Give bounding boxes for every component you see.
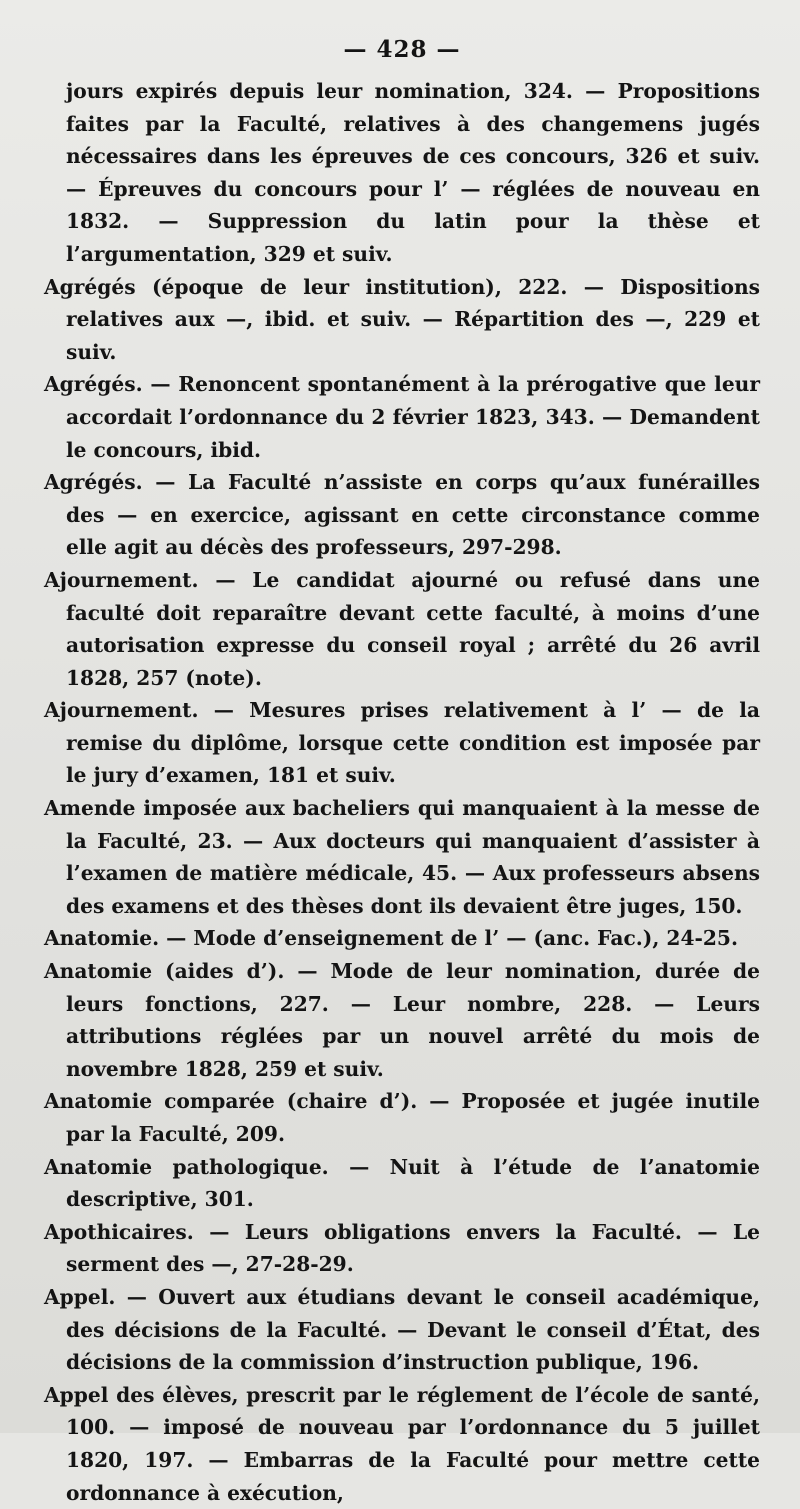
index-entry: Appel. — Ouvert aux étudians devant le conseil académique, des décisions de la Faculté. — Devant le conseil d’État, des décisions de la commission d’instruction publique, 196. <box>44 1284 760 1375</box>
index-entry: Anatomie. — Mode d’enseignement de l’ — (anc. Fac.), 24-25. <box>44 926 738 951</box>
index-entry: Agrégés. — La Faculté n’assiste en corps qu’aux funérailles des — en exercice, agissant en cette circonstance comme elle agit au décès des professeurs, 297-298. <box>44 470 760 560</box>
index-entry: Amende imposée aux bacheliers qui manquaient à la messe de la Faculté, 23. — Aux docteurs qui manquaient d’assister à l’examen de matière médicale, 45. — Aux professeurs absens des examens et des thèses dont ils devaient être juges, 150. <box>44 796 760 918</box>
index-entry: jours expirés depuis leur nomination, 324. — Propositions faites par la Faculté, relatives à des changemens jugés nécessaires dans les épreuves de ces concours, 326 et suiv. — Épreuves du concours pour l’ — réglées de nouveau en 1832. — Suppression du latin pour la thèse et l’argumentation, 329 et suiv. <box>66 79 760 266</box>
page-number: — 428 — <box>343 36 461 63</box>
index-entry: Agrégés. — Renoncent spontanément à la prérogative que leur accordait l’ordonnance du 2 février 1823, 343. — Demandent le concours, ibid. <box>44 372 760 462</box>
index-entry: Appel des élèves, prescrit par le réglement de l’école de santé, 100. — imposé de nouveau par l’ordonnance du 5 juillet 1820, 197. — Embarras de la Faculté pour mettre cette ordonnance à exécution, <box>44 1382 760 1505</box>
index-entry: Anatomie comparée (chaire d’). — Proposée et jugée inutile par la Faculté, 209. <box>44 1089 760 1146</box>
index-entry: Anatomie pathologique. — Nuit à l’étude de l’anatomie descriptive, 301. <box>44 1154 760 1212</box>
index-entry: Ajournement. — Mesures prises relativement à l’ — de la remise du diplôme, lorsque cette condition est imposée par le jury d’examen, 181 et suiv. <box>44 698 760 788</box>
index-entry: Anatomie (aides d’). — Mode de leur nomination, durée de leurs fonctions, 227. — Leur nombre, 228. — Leurs attributions réglées par un nouvel arrêté du mois de novembre 1828, 259 et suiv. <box>44 959 760 1081</box>
index-entry: Apothicaires. — Leurs obligations envers la Faculté. — Le serment des —, 27-28-29. <box>44 1219 760 1277</box>
index-entry: Ajournement. — Le candidat ajourné ou refusé dans une faculté doit reparaître devant cette faculté, à moins d’une autorisation expresse du conseil royal ; arrêté du 26 avril 1828, 257 (note). <box>44 567 760 690</box>
index-entry: Agrégés (époque de leur institution), 222. — Dispositions relatives aux —, ibid. et suiv. — Répartition des —, 229 et suiv. <box>44 274 760 364</box>
